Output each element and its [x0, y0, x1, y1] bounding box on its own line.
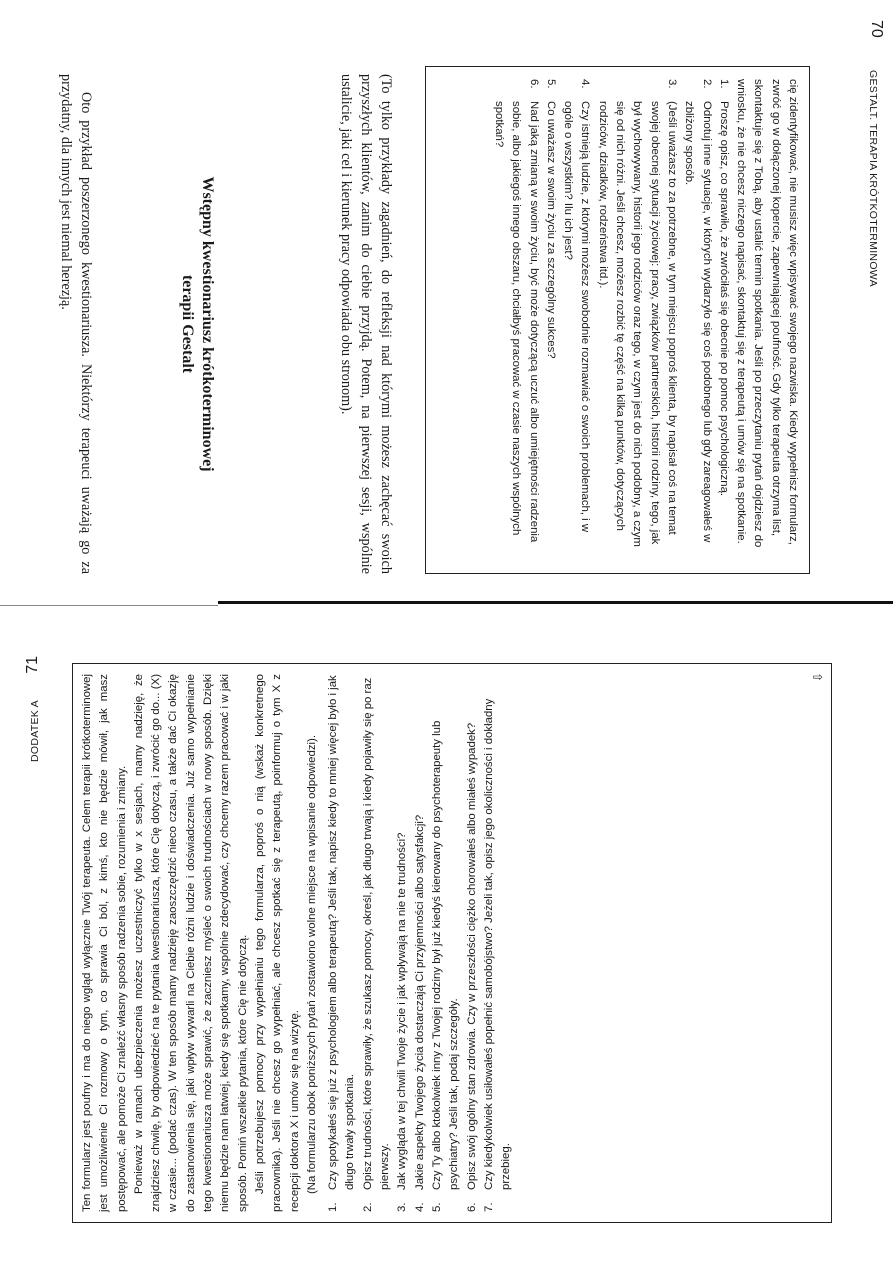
questionnaire-items: [325, 674, 515, 1212]
list-item: 6. Opisz swój ogólny stan zdrowia. Czy w przeszłości ciężko chorowałeś albo miałeś wypadek?: [465, 722, 478, 1212]
questionnaire-box: [72, 663, 832, 1223]
list-item: 6. Nad jaką zmianą w swoim życiu, być może dotyczącą uczuć albo umiejętności radzenia sobie, albo jakiegoś innego obszaru, chciałbyś pracować w czasie naszych wspólnych spotkań?: [492, 79, 540, 543]
questionnaire-intro: Ten formularz jest poufny i ma do niego wgląd wyłącznie Twój terapeuta. Celem terapii krótkoterminowej jest umożliwienie Ci rozmowy o tym, co sprawia Ci ból, z kimś, kto nie będzie mówił, jak masz postępować, ale pomoże Ci znaleźć własny sposób radzenia sobie, rozumienia i zmiany. Ponieważ w ramach ubezpieczenia możesz uczestniczyć tylko w x sesjach, mamy nadzieję, że znajdziesz chwilę, by odpowiedzieć na te pytania kwestionariusza, które Cię dotyczą, i zwrócić go do... (X) w czasie... (podać czas). W ten sposób mamy nadzieję zaoszczędzić nieco czasu, a także dać Ci okazję do zastanowienia się, jaki wpływ wywarli na Ciebie różni ludzie i doświadczenia. Już samo wypełnianie tego kwestionariusza może sprawić, że zaczniesz myśleć o swoich trudnościach w nowy sposób. Dzięki niemu będzie nam łatwiej, kiedy się spotkamy, wspólnie zdecydować, czy chcemy razem pracować i w jaki sposób. Pomiń wszelkie pytania, które Cię nie dotyczą. Jeśli potrzebujesz pomocy przy wypełnianiu tego formularza, poproś o nią (wskaż konkretnego pracownika). Jeśli nie chcesz go wypełniać, ale chcesz spotkać się z terapeutą, poinformuj o tym X z recepcji doktora X i umów się na wizytę. (Na formularzu obok poniższych pytań zostawiono wolne miejsce na wpisanie odpowiedzi).: [81, 674, 318, 1212]
page-number: 71: [24, 656, 41, 674]
running-head: DODATEK A: [29, 700, 41, 763]
list-item: 2. Opisz trudności, które sprawiły, że szukasz pomocy, określ, jak długo trwają i kiedy pojawiły się po raz pierwszy.: [361, 677, 392, 1212]
running-head: GESTALT. TERAPIA KRÓTKOTERMINOWA: [867, 70, 879, 287]
list-item: 5. Co uważasz w swoim życiu za szczególny sukces?: [544, 79, 557, 359]
section-heading: Wstępny kwestionariusz krótkoterminowej terapii Gestalt: [179, 176, 216, 472]
box-question-list: [490, 79, 732, 561]
page-divider-rule: [218, 601, 893, 604]
list-item: 4. Jakie aspekty Twojego życia dostarczają Ci przyjemności albo satysfakcji?: [413, 814, 426, 1212]
page-number: 70: [868, 20, 885, 38]
page-71: [0, 640, 893, 1263]
list-item: 3. Jak wygląda w tej chwili Twoje życie i jak wpływają na nie te trudności?: [396, 832, 409, 1212]
list-item: 1. Czy spotykałeś się już z psychologiem albo terapeutą? Jeśli tak, napisz kiedy to mniej więcej było i jak długo trwały spotkania.: [327, 675, 357, 1212]
list-item: 2. Odnotuj inne sytuacje, w których wydarzyło się coś podobnego lub gdy zareagowałeś w zbliżony sposób.: [683, 79, 713, 543]
sample-letter-box: [425, 66, 810, 574]
list-item: 5. Czy Ty albo ktokolwiek inny z Twojej rodziny był już kiedyś kierowany do psychoterapeuty lub psychiatry? Jeśli tak, podaj szczegóły.: [430, 720, 461, 1212]
box-intro-text: cię zidentyfikować, nie musisz więc wpisywać swojego nazwiska. Kiedy wypełnisz formularz, zwróć go w dołączonej kopercie, zapewniającej poufność. Gdy tylko terapeuta otrzyma list, skontaktuje się z Tobą, aby ustalić termin spotkania. Jeśli po przeczytaniu pytań dojdziesz do wniosku, że nie chcesz niczego napisać, skontaktuj się z terapeutą i umów się na spotkanie.: [735, 79, 799, 548]
explanatory-paragraph: (To tylko przykłady zagadnień, do refleksji nad którymi możesz zachęcać swoich przyszłych klientów, zanim do ciebie przyjdą. Potem, na pierwszej sesji, wspólnie ustalicie, jaki cel i kierunek pracy odpowiada obu stronom).: [338, 74, 394, 574]
continue-arrow-icon: ⇩: [811, 672, 825, 683]
list-item: 1. Proszę opisz, co sprawiło, że zwróciłaś się obecnie po pomoc psychologiczną.: [717, 79, 730, 497]
list-item: 3. (Jeśli uważasz to za potrzebne, w tym miejscu poproś klienta, by napisał coś na temat swojej obecnej sytuacji życiowej: pracy, związków partnerskich, historii rodziny, tego, jak był wychowywany, historii jego rodziców oraz tego, w czym jest do nich podobny, a czym się od nich różni. Jeśli chcesz, możesz rozbić tę część na kilka punktów, dotyczących rodziców, dziadków, rodzeństwa itd.).: [596, 79, 678, 547]
closing-paragraph: Oto przykład poszerzonego kwestionariusza. Niektórzy terapeuci uważają go za przydatny, dla innych jest niemal herezją.: [58, 74, 94, 574]
list-item: 4. Czy istnieją ludzie, z którymi możesz swobodnie rozmawiać o swoich problemach, i w ogóle o wszystkim? Ilu ich jest?: [562, 79, 592, 533]
list-item: 7. Czy kiedykolwiek usiłowałeś popełnić samobójstwo? Jeżeli tak, opisz jego okoliczności i dokładny przebieg.: [482, 698, 513, 1212]
page-divider-rule: [0, 605, 218, 606]
